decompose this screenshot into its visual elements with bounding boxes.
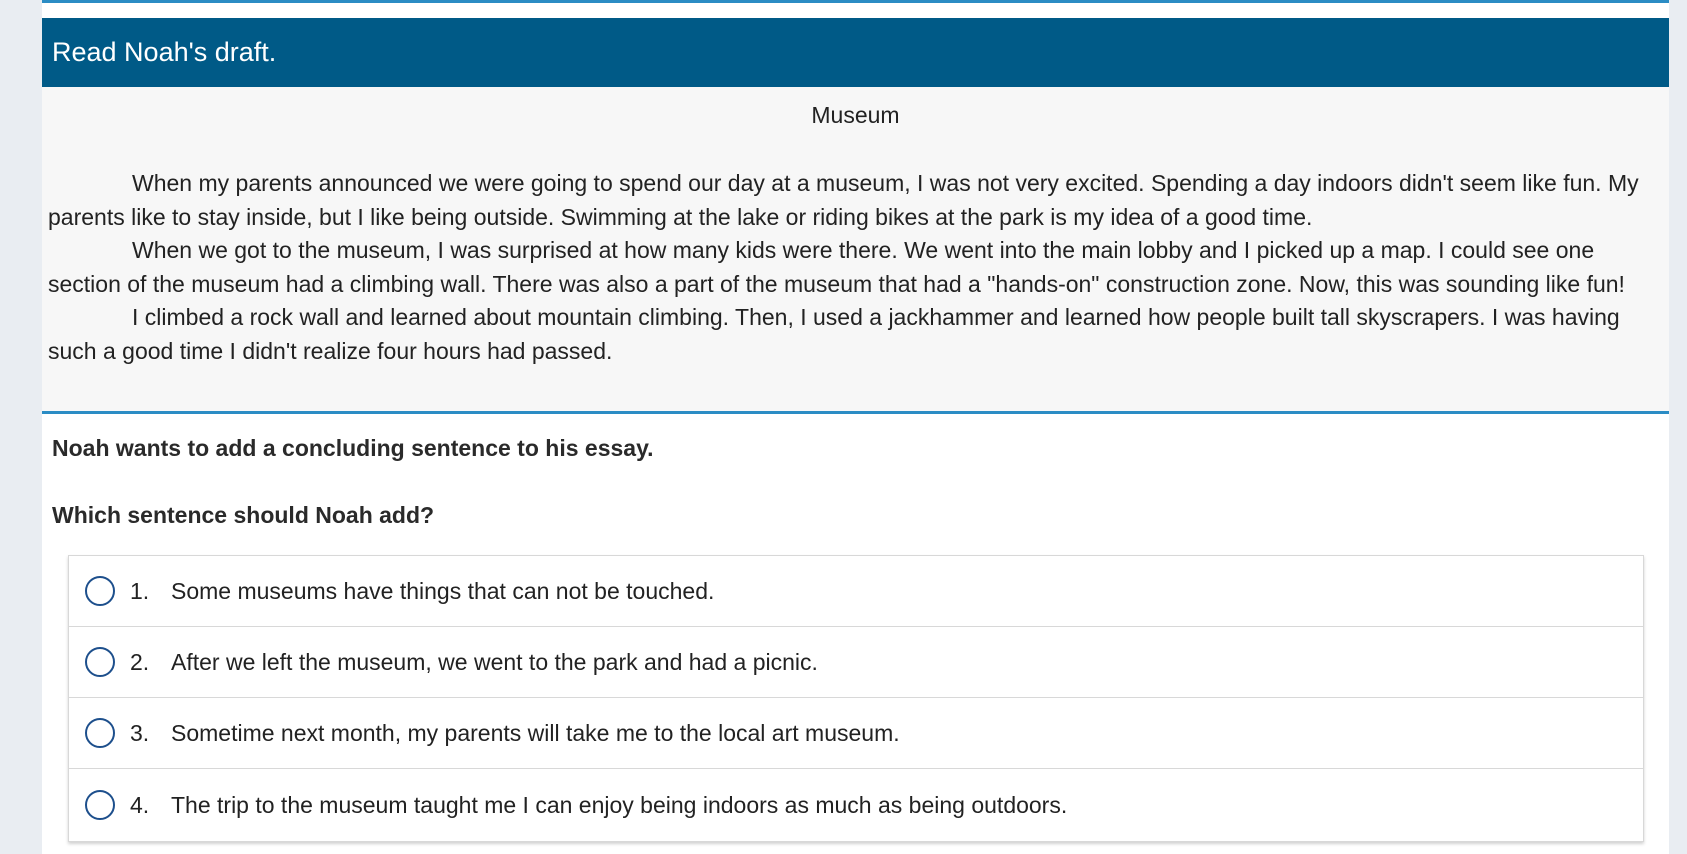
- option-number: 2.: [130, 648, 150, 675]
- question-stem: Which sentence should Noah add?: [52, 502, 435, 528]
- top-divider: [42, 0, 1669, 3]
- answer-option-3[interactable]: [69, 698, 1643, 769]
- option-text: Sometime next month, my parents will take me to the local art museum.: [171, 719, 900, 746]
- assessment-page: [42, 0, 1669, 854]
- option-number: 3.: [130, 719, 150, 746]
- option-text: After we left the museum, we went to the park and had a picnic.: [171, 648, 818, 675]
- option-text: Some museums have things that can not be touched.: [171, 577, 715, 604]
- radio-button-icon[interactable]: [85, 790, 115, 820]
- option-text: The trip to the museum taught me I can enjoy being indoors as much as being outdoors.: [171, 791, 1068, 818]
- passage-paragraph: When my parents announced we were going to spend our day at a museum, I was not very excited. Spending a day indoors didn't seem like fun. My parents like to stay inside, but I like being outside. Swimming at the lake or riding bikes at the park is my idea of a good time.: [48, 170, 1639, 230]
- passage-body: [48, 167, 1662, 369]
- instruction-banner: Read Noah's draft.: [42, 18, 1669, 87]
- passage-title: Museum: [811, 102, 900, 128]
- passage-panel: [42, 87, 1669, 414]
- question-prompt: Noah wants to add a concluding sentence to his essay.: [52, 435, 654, 461]
- option-number: 4.: [130, 791, 150, 818]
- answer-option-2[interactable]: [69, 627, 1643, 698]
- option-number: 1.: [130, 577, 150, 604]
- radio-button-icon[interactable]: [85, 576, 115, 606]
- passage-paragraph: When we got to the museum, I was surprised at how many kids were there. We went into the main lobby and I picked up a map. I could see one section of the museum had a climbing wall. There was also a part of the museum that had a "hands-on" construction zone. Now, this was sounding like fun!: [48, 237, 1625, 297]
- answer-option-1[interactable]: [69, 556, 1643, 627]
- radio-button-icon[interactable]: [85, 718, 115, 748]
- radio-button-icon[interactable]: [85, 647, 115, 677]
- answer-option-4[interactable]: [69, 769, 1643, 841]
- answer-choices: [68, 555, 1644, 842]
- passage-paragraph: I climbed a rock wall and learned about mountain climbing. Then, I used a jackhammer and learned how people built tall skyscrapers. I was having such a good time I didn't realize four hours had passed.: [48, 304, 1620, 364]
